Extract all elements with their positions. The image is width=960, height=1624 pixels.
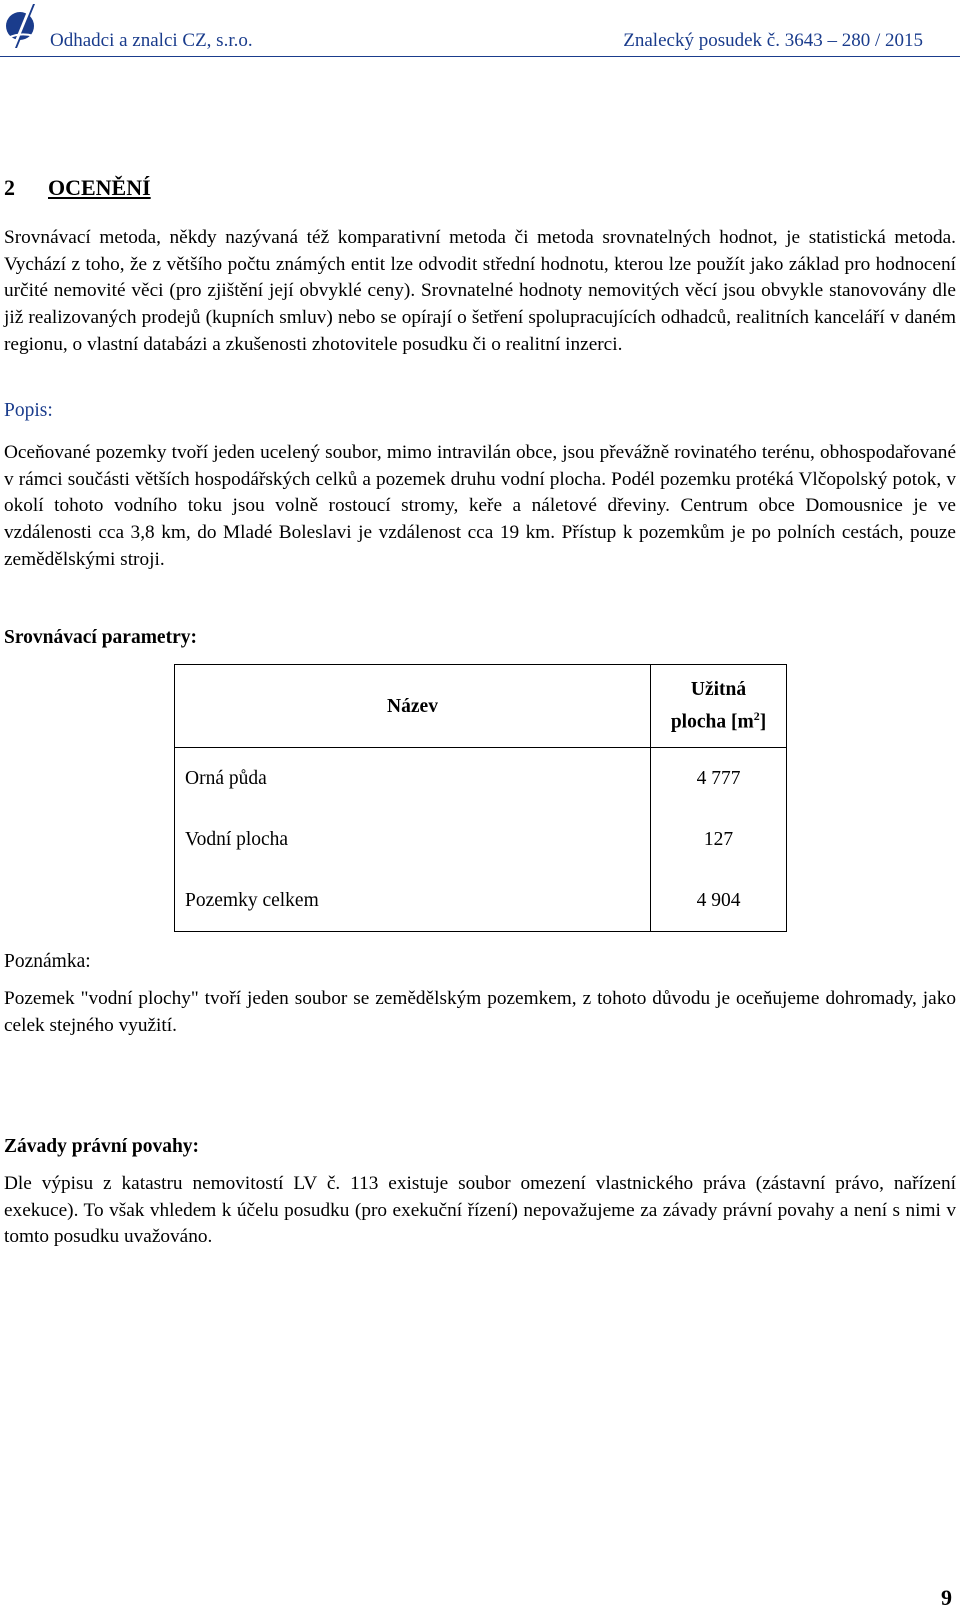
header-divider [0,56,960,57]
page-number: 9 [941,1585,952,1610]
popis-paragraph: Oceňované pozemky tvoří jeden ucelený soubor, mimo intravilán obce, jsou převážně rovinatého terénu, obhospodařované v rámci součásti větších hospodářských celků a pozemek druhu vodní plocha. Podél pozemku protéká Vlčopolský potok, v okolí tohoto vodního toku jsou volně rostoucí stromy, keře a náletové dřeviny. Centrum obce Domousnice je ve vzdálenosti cca 3,8 km, do Mladé Boleslavi je vzdálenost cca 19 km. Přístup k pozemkům je po polních cestách, pouze zemědělskými stroji. [4,442,956,570]
section-number: 2 [4,175,15,200]
table-row [175,809,787,870]
table-row [175,870,787,932]
note-label: Poznámka: [4,951,91,972]
popis-label: Popis: [4,400,53,421]
company-logo-icon [4,2,40,50]
defects-label: Závady právní povahy: [4,1136,200,1157]
params-table [174,664,787,932]
header-report-number: Znalecký posudek č. 3643 – 280 / 2015 [623,30,923,51]
table-header-row [175,665,787,748]
table-row [175,748,787,810]
table-header-area: Užitná plocha $[m^2]$ [651,665,787,748]
defects-paragraph: Dle výpisu z katastru nemovitostí LV č. 113 existuje soubor omezení vlastnického práva (zástavní právo, nařízení exekuce). To však vhledem k účelu posudku (pro exekuční řízení) nepovažujeme za závady právní povahy a není s nimi v tomto posudku uvažováno. [4,1173,956,1248]
intro-paragraph: Srovnávací metoda, někdy nazývaná též komparativní metoda či metoda srovnatelných hodnot, je statistická metoda. Vychází z toho, že z většího počtu známých entit lze odvodit střední hodnotu, kterou lze použít jako základ pro hodnocení určité nemovité věci (pro zjištění její obvyklé ceny). Srovnatelné hodnoty nemovitých věcí jsou obvykle stanovovány dle již realizovaných prodejů (kupních smluv) nebo se opírají o šetření spolupracujících odhadců, realitních kanceláří v daném regionu, o vlastní databázi a zkušenosti zhotovitele posudku či o realitní inzerci. [4,227,956,355]
row-area: 127 [651,809,787,870]
row-name: Pozemky celkem [175,870,651,932]
note-paragraph: Pozemek "vodní plochy" tvoří jeden soubor se zemědělským pozemkem, z tohoto důvodu je oceňujeme dohromady, jako celek stejného využití. [4,988,956,1036]
section-heading [4,175,151,201]
params-label: Srovnávací parametry: [4,627,197,648]
header-company: Odhadci a znalci CZ, s.r.o. [50,30,253,51]
section-title: OCENĚNÍ [48,175,151,200]
row-area: 4 904 [651,870,787,932]
row-name: Vodní plocha [175,809,651,870]
table-header-name: Název [175,665,651,748]
row-name: Orná půda [175,748,651,810]
row-area: 4 777 [651,748,787,810]
